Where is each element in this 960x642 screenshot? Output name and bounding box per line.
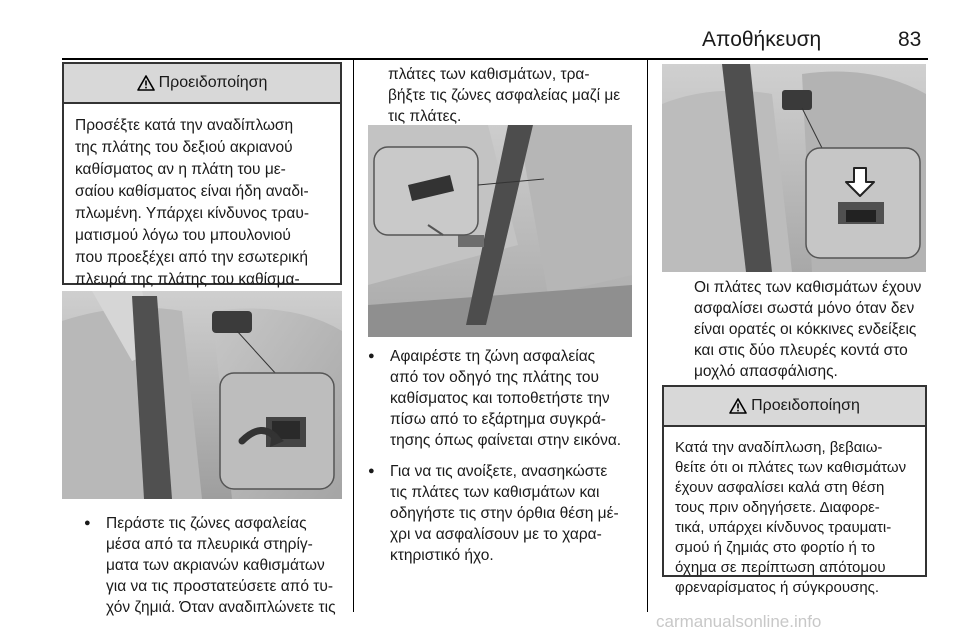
text-line: σμού ή ζημιάς στο φορτίο ή το: [675, 539, 876, 556]
warning-triangle-icon: [729, 398, 747, 414]
warning-title: Προειδοποίηση: [158, 74, 268, 91]
list-item: [368, 346, 621, 451]
column-divider-1: [353, 60, 354, 612]
text-line: που προεξέχει από την εσωτερική: [75, 249, 308, 266]
text-line: όχημα σε περίπτωση απότομου: [675, 559, 886, 576]
warning-box-1: [62, 62, 342, 288]
instruction-list-1: [84, 513, 336, 628]
text-line: ματα των ακριανών καθισμάτων: [106, 557, 325, 574]
text-line: μέσα από τα πλευρικά στηρίγ-: [106, 536, 313, 553]
text-line: σαίου καθίσματος είναι ήδη αναδι-: [75, 183, 309, 200]
text-line: καθίσματος και τοποθετήστε την: [390, 390, 610, 407]
text-line: ματισμού λόγω του μπουλονιού: [75, 227, 291, 244]
text-line: ● Περάστε τις ζώνες ασφαλείας: [106, 515, 307, 532]
text-line: τους πριν οδηγήσετε. Διαφορε-: [675, 499, 880, 516]
warning-text: [64, 104, 340, 313]
text-line: πλευρά της πλάτης του καθίσμα-: [75, 271, 300, 288]
warning-text: [664, 427, 925, 598]
text-line: ● Αφαιρέστε τη ζώνη ασφαλείας: [390, 348, 596, 365]
text-line: πίσω από το εξάρτημα συγκρά-: [390, 411, 606, 428]
warning-title: Προειδοποίηση: [751, 397, 860, 414]
text-line: έχουν ασφαλίσει καλά στη θέση: [675, 479, 885, 496]
seat-lock-indicator-illustration: [662, 64, 926, 272]
page-number: 83: [898, 28, 922, 51]
text-line: Οι πλάτες των καθισμάτων έχουν: [694, 279, 922, 296]
lock-indicator-text: [694, 277, 921, 382]
text-line: τις πλάτες των καθισμάτων και: [390, 484, 600, 501]
text-line: από τον οδηγό της πλάτης του: [390, 369, 599, 386]
warning-triangle-icon: [137, 75, 155, 91]
warning-header: [64, 64, 340, 104]
instruction-list-2: [368, 346, 621, 576]
text-line: ασφαλίσει σωστά μόνο όταν δεν: [694, 300, 915, 317]
text-line: κτηριστικό ήχο.: [390, 547, 494, 564]
text-line: πλάτες των καθισμάτων, τρα-: [388, 66, 590, 83]
text-line: καθίσματος αν η πλάτη του με-: [75, 161, 286, 178]
header-divider: [62, 58, 928, 60]
warning-header: [664, 387, 925, 427]
seatbelt-guide-illustration: [62, 291, 342, 499]
text-line: ● Για να τις ανοίξετε, ανασηκώστε: [390, 463, 608, 480]
warning-box-2: [662, 385, 927, 596]
text-line: Προσέξτε κατά την αναδίπλωση: [75, 117, 294, 134]
list-item: [84, 513, 336, 618]
text-line: οδηγήστε τις στην όρθια θέση μέ-: [390, 505, 619, 522]
text-line: χρι να ασφαλίσουν με το χαρα-: [390, 526, 602, 543]
text-line: για να τις προστατεύσετε από τυ-: [106, 578, 334, 595]
text-line: τησης όπως φαίνεται στην εικόνα.: [390, 432, 622, 449]
text-line: φρεναρίσματος ή σύγκρουσης.: [675, 579, 880, 596]
text-line: και στις δύο πλευρές κοντά στο: [694, 342, 908, 359]
list-item: [368, 461, 621, 566]
seatbelt-holder-illustration: [368, 125, 632, 337]
page-section-title: Αποθήκευση: [702, 28, 822, 51]
text-line: βήξτε τις ζώνες ασφαλείας μαζί με: [388, 87, 621, 104]
continuation-text: [388, 64, 620, 127]
text-line: τις πλάτες.: [388, 108, 462, 125]
column-divider-2: [647, 60, 648, 612]
text-line: είναι ορατές οι κόκκινες ενδείξεις: [694, 321, 917, 338]
text-line: θείτε ότι οι πλάτες των καθισμάτων: [675, 459, 907, 476]
text-line: Κατά την αναδίπλωση, βεβαιω-: [675, 439, 883, 456]
watermark: carmanualsonline.info: [656, 612, 822, 631]
text-line: της πλάτης του δεξιού ακριανού: [75, 139, 293, 156]
text-line: πλωμένη. Υπάρχει κίνδυνος τραυ-: [75, 205, 309, 222]
text-line: χόν ζημιά. Όταν αναδιπλώνετε τις: [106, 599, 336, 616]
text-line: μοχλό απασφάλισης.: [694, 363, 838, 380]
text-line: τικά, υπάρχει κίνδυνος τραυματι-: [675, 519, 892, 536]
